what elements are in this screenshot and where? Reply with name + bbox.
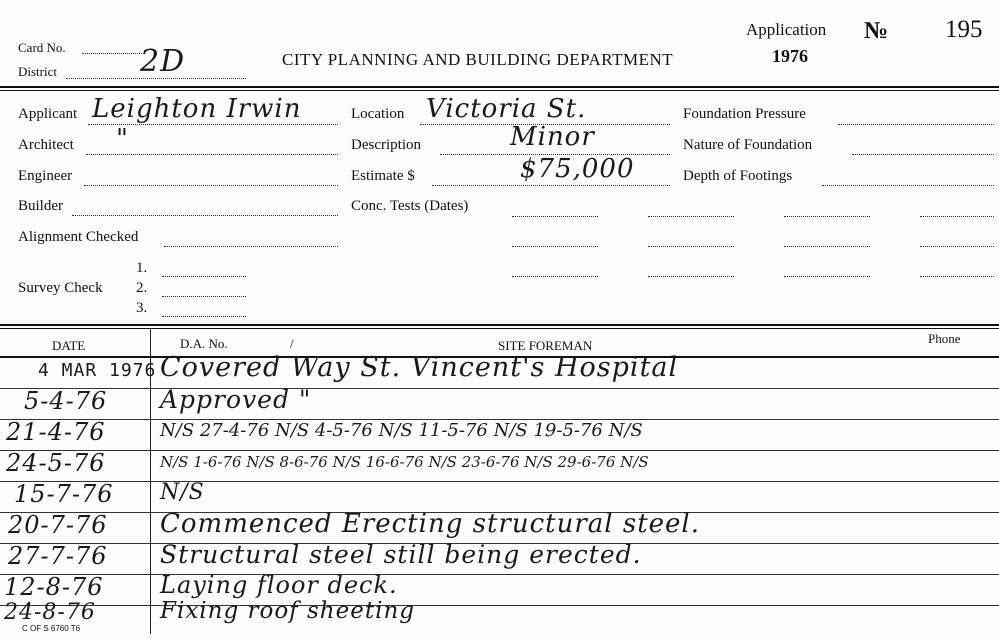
number-symbol: № — [864, 18, 889, 44]
phone-column-header: Phone — [928, 331, 961, 346]
district-value: 2D — [140, 44, 186, 79]
table-row — [0, 509, 999, 543]
row-date: 21-4-76 — [6, 418, 106, 446]
survey-line-2 — [162, 296, 246, 297]
alignment-line — [164, 246, 338, 247]
row-entry: Approved " — [160, 385, 312, 414]
foundation-pressure-line — [838, 124, 994, 125]
engineer-label: Engineer — [18, 168, 73, 184]
description-label: Description — [351, 137, 421, 153]
conc-test-line — [648, 216, 734, 217]
table-top-rule — [0, 324, 999, 326]
nature-of-foundation-line — [852, 154, 994, 155]
row-date: 24-8-76 — [4, 600, 96, 625]
engineer-line — [84, 185, 338, 186]
alignment-label: Alignment Checked — [18, 229, 139, 245]
conc-test-line — [784, 276, 870, 277]
row-date: 5-4-76 — [24, 387, 108, 415]
table-row — [0, 451, 999, 481]
foundation-pressure-label: Foundation Pressure — [683, 106, 806, 122]
row-entry: Covered Way St. Vincent's Hospital — [160, 352, 679, 383]
conc-test-line — [512, 276, 598, 277]
row-entry: Fixing roof sheeting — [160, 598, 415, 624]
conc-test-line — [512, 246, 598, 247]
conc-test-line — [920, 216, 994, 217]
builder-label: Builder — [18, 198, 63, 214]
header-rule-thin — [0, 90, 999, 91]
estimate-line — [432, 185, 670, 186]
row-date: 27-7-76 — [8, 542, 108, 570]
application-label: Application — [746, 20, 827, 39]
table-row — [0, 598, 999, 634]
row-date: 4 MAR 1976 — [38, 360, 157, 381]
conc-test-line — [512, 216, 598, 217]
card-no-label: Card No. — [18, 40, 66, 55]
application-number: 195 — [945, 16, 983, 43]
row-date: 15-7-76 — [14, 480, 114, 508]
table-row — [0, 571, 999, 605]
table-row — [0, 385, 999, 419]
form-code: C OF S 6760 T6 — [22, 624, 81, 633]
district-label: District — [18, 64, 57, 79]
applicant-label: Applicant — [18, 106, 78, 122]
header-rule — [0, 86, 999, 88]
da-no-column-header: D.A. No. — [180, 336, 228, 351]
conc-test-line — [920, 246, 994, 247]
description-value: Minor — [510, 122, 595, 152]
row-entry: N/S 1-6-76 N/S 8-6-76 N/S 16-6-76 N/S 23-6-76 N/S 29-6-76 N/S — [160, 453, 649, 471]
conc-test-line — [648, 276, 734, 277]
conc-tests-label: Conc. Tests (Dates) — [351, 198, 469, 214]
site-foreman-column-header: SITE FOREMAN — [498, 338, 593, 353]
row-date: 12-8-76 — [4, 573, 104, 601]
table-row — [0, 540, 999, 574]
conc-test-line — [784, 216, 870, 217]
survey-item-3: 3. — [136, 300, 148, 316]
table-row — [0, 352, 999, 388]
conc-test-line — [920, 276, 994, 277]
depth-of-footings-label: Depth of Footings — [683, 168, 793, 184]
da-no-mark: / — [290, 336, 294, 351]
applicant-value: Leighton Irwin — [92, 94, 302, 124]
location-value: Victoria St. — [426, 94, 587, 124]
estimate-label: Estimate $ — [351, 168, 415, 184]
nature-of-foundation-label: Nature of Foundation — [683, 137, 813, 153]
application-year: 1976 — [772, 46, 808, 66]
row-entry: Structural steel still being erected. — [160, 540, 642, 569]
architect-label: Architect — [18, 137, 74, 153]
survey-item-1: 1. — [136, 260, 148, 276]
survey-label: Survey Check — [18, 280, 103, 296]
department-title: CITY PLANNING AND BUILDING DEPARTMENT — [282, 50, 674, 69]
location-label: Location — [351, 106, 405, 122]
row-date: 20-7-76 — [8, 511, 108, 539]
estimate-value: $75,000 — [520, 154, 635, 184]
builder-line — [72, 215, 338, 216]
date-column-header: DATE — [52, 338, 86, 353]
conc-test-line — [648, 246, 734, 247]
survey-item-2: 2. — [136, 280, 148, 296]
conc-test-line — [784, 246, 870, 247]
survey-line-1 — [162, 276, 246, 277]
table-row — [0, 482, 999, 512]
card-no-line — [82, 53, 142, 54]
architect-line — [86, 154, 338, 155]
row-entry: N/S 27-4-76 N/S 4-5-76 N/S 11-5-76 N/S 19-5-76 N/S — [160, 420, 643, 441]
row-entry: Commenced Erecting structural steel. — [160, 509, 700, 539]
row-entry: Laying floor deck. — [160, 571, 398, 599]
row-entry: N/S — [160, 480, 205, 505]
row-date: 24-5-76 — [6, 449, 106, 477]
architect-value: " — [116, 124, 129, 154]
table-row — [0, 420, 999, 450]
survey-line-3 — [162, 316, 246, 317]
depth-of-footings-line — [822, 185, 994, 186]
